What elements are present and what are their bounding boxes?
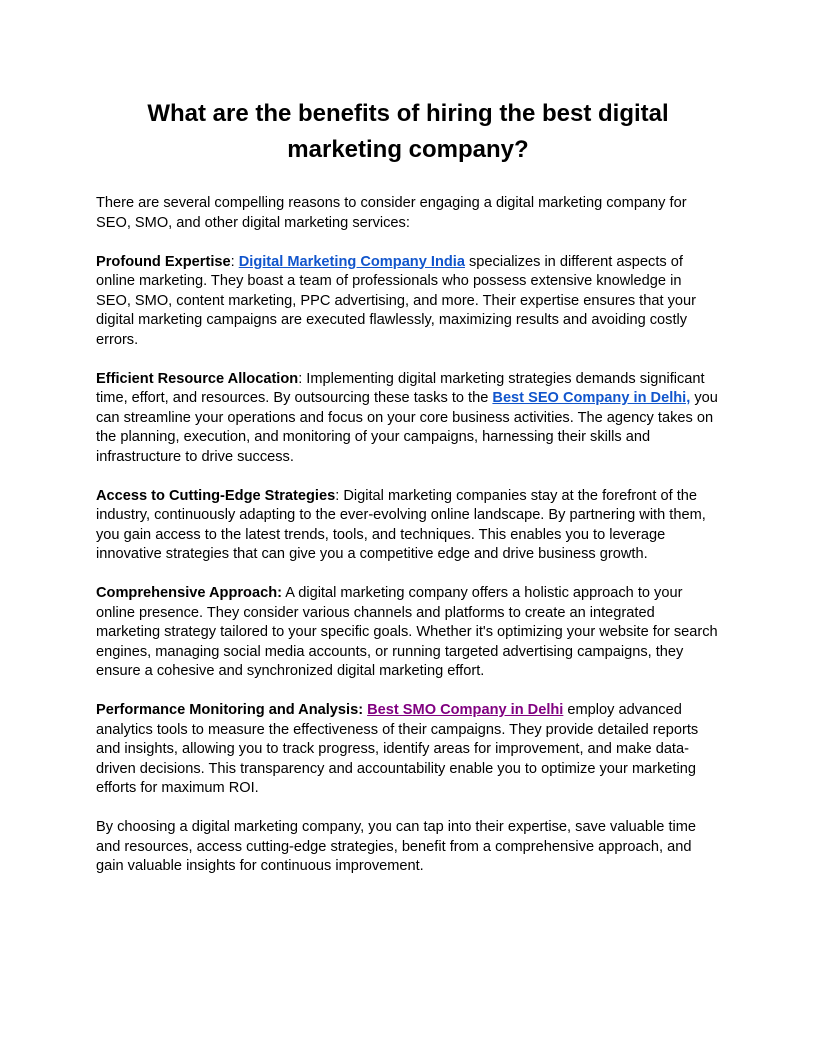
section-cutting-edge-strategies [96,487,720,565]
section-text: : Digital marketing companies stay at the forefront of the industry, continuously adapting to the ever-evolving online landscape. By partnering with them, you gain access to the latest trends, tools, and techniques. This enables you to leverage innovative strategies that can give you a competitive edge and drive business growth. [96,487,706,562]
section-text: you can streamline your operations and focus on your core business activities. The agency takes on the planning, execution, and monitoring of your campaigns, harnessing their skills and infrastructure to drive success. [96,390,718,465]
section-comprehensive-approach [96,584,720,682]
section-term: Profound Expertise [96,253,231,270]
intro-paragraph: There are several compelling reasons to consider engaging a digital marketing company for SEO, SMO, and other digital marketing services: [96,195,687,231]
best-seo-company-link[interactable]: Best SEO Company in Delhi, [492,390,691,406]
section-performance-monitoring [96,701,720,799]
section-term: Comprehensive Approach: [96,585,282,601]
section-term: Performance Monitoring and Analysis: [96,702,364,718]
section-term: Access to Cutting-Edge Strategies [96,487,336,504]
digital-marketing-company-india-link[interactable]: Digital Marketing Company India [238,253,465,270]
section-separator: : [230,253,239,270]
section-text: : Implementing digital marketing strategies demands significant time, effort, and resources. By outsourcing these tasks to the [96,370,705,406]
page-title: What are the benefits of hiring the best digital marketing company? [147,100,669,163]
section-text: specializes in different aspects of online marketing. They boast a team of professionals who possess extensive knowledge in SEO, SMO, content marketing, PPC advertising, and more. Their expertise ensures that your digital marketing campaigns are executed flawlessly, maximizing results and avoiding costly errors. [96,253,696,348]
section-text: A digital marketing company offers a holistic approach to your online presence. They consider various channels and platforms to create an integrated marketing strategy tailored to your specific goals. Whether it's optimizing your website for search engines, managing social media accounts, or running targeted advertising campaigns, they ensure a cohesive and synchronized digital marketing effort. [96,585,718,679]
section-efficient-resource-allocation [96,370,720,468]
section-profound-expertise [96,253,720,351]
best-smo-company-link[interactable]: Best SMO Company in Delhi [367,702,564,718]
conclusion-paragraph: By choosing a digital marketing company, you can tap into their expertise, save valuable time and resources, access cutting-edge strategies, benefit from a comprehensive approach, and gain valuable insights for continuous improvement. [96,819,697,874]
section-term: Efficient Resource Allocation [96,370,299,387]
section-text: employ advanced analytics tools to measure the effectiveness of their campaigns. They provide detailed reports and insights, allowing you to track progress, identify areas for improvement, and make data-driven decisions. This transparency and accountability enable you to optimize your marketing efforts for maximum ROI. [96,702,699,796]
